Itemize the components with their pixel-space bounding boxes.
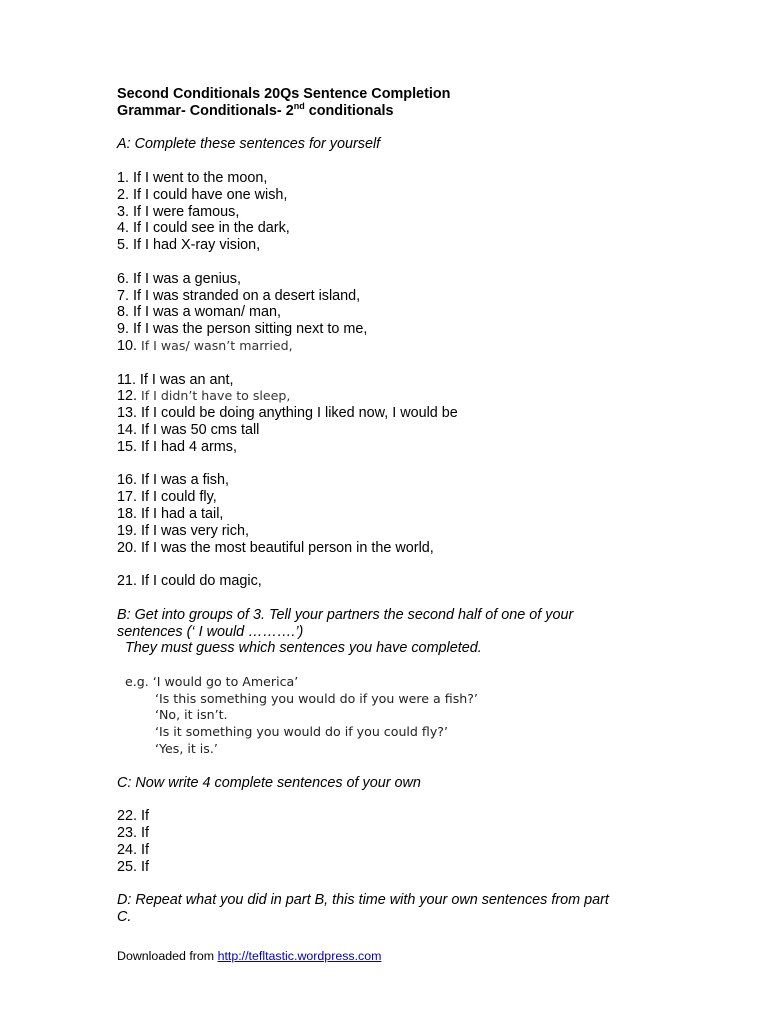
- list-item: 6. If I was a genius,: [117, 270, 241, 287]
- list-item: 25. If: [117, 858, 149, 875]
- section-d-heading-line2: C.: [117, 909, 132, 926]
- question-group-1: [117, 170, 677, 254]
- example-dialogue: [117, 674, 677, 758]
- list-item: 18. If I had a tail,: [117, 505, 224, 522]
- subtitle-superscript: nd: [293, 101, 305, 111]
- footer-link[interactable]: http://tefltastic.wordpress.com: [217, 949, 382, 963]
- list-item: 19. If I was very rich,: [117, 522, 249, 539]
- question-group-3: [117, 372, 677, 456]
- list-item: 24. If: [117, 841, 149, 858]
- example-line: ‘Yes, it is.’: [155, 741, 218, 757]
- list-item: 20. If I was the most beautiful person in the world,: [117, 539, 434, 556]
- question-group-5: [117, 573, 677, 590]
- list-item: 13. If I could be doing anything I liked now, I would be: [117, 405, 458, 422]
- section-a-heading: A: Complete these sentences for yourself: [117, 136, 381, 153]
- list-item: 16. If I was a fish,: [117, 472, 229, 489]
- list-item: 8. If I was a woman/ man,: [117, 304, 281, 321]
- example-line: ‘No, it isn’t.: [155, 707, 228, 723]
- section-b-heading-line3: They must guess which sentences you have completed.: [125, 640, 482, 657]
- worksheet-title: Second Conditionals 20Qs Sentence Completion: [117, 86, 451, 102]
- list-item: 2. If I could have one wish,: [117, 186, 288, 203]
- list-item: 7. If I was stranded on a desert island,: [117, 287, 361, 304]
- list-item: 5. If I had X-ray vision,: [117, 237, 261, 254]
- section-b-heading-line2: sentences (‘ I would ……….’): [117, 623, 304, 640]
- item-text: If I didn’t have to sleep,: [141, 388, 291, 404]
- question-group-6: [117, 808, 677, 875]
- list-item: 23. If: [117, 825, 149, 842]
- list-item: 4. If I could see in the dark,: [117, 220, 290, 237]
- list-item: 11. If I was an ant,: [117, 371, 234, 388]
- example-line: ‘Is it something you would do if you could fly?’: [155, 724, 448, 740]
- list-item: [117, 388, 677, 405]
- example-line: ‘Is this something you would do if you were a fish?’: [155, 690, 478, 706]
- section-b-heading-line1: B: Get into groups of 3. Tell your partners the second half of one of your: [117, 606, 574, 623]
- subtitle-suffix: conditionals: [304, 102, 394, 119]
- list-item: 15. If I had 4 arms,: [117, 438, 237, 455]
- list-item: 14. If I was 50 cms tall: [117, 421, 260, 438]
- footer-prefix: Downloaded from: [117, 949, 218, 963]
- section-c-heading: C: Now write 4 complete sentences of your own: [117, 774, 421, 791]
- section-d-heading-line1: D: Repeat what you did in part B, this time with your own sentences from part: [117, 892, 609, 909]
- item-text: If I was/ wasn’t married,: [141, 337, 293, 353]
- example-line: e.g. ‘I would go to America’: [125, 673, 299, 689]
- item-number: 10.: [117, 337, 142, 354]
- list-item: 21. If I could do magic,: [117, 573, 262, 590]
- subtitle-prefix: Grammar- Conditionals- 2: [117, 102, 294, 119]
- list-item: 17. If I could fly,: [117, 489, 217, 506]
- item-number: 12.: [117, 388, 142, 405]
- question-group-2: [117, 271, 677, 355]
- list-item: [117, 338, 677, 355]
- list-item: 1. If I went to the moon,: [117, 169, 268, 186]
- question-group-4: [117, 472, 677, 556]
- worksheet: [117, 86, 677, 926]
- list-item: 9. If I was the person sitting next to me,: [117, 321, 368, 338]
- worksheet-subtitle: [117, 103, 677, 120]
- list-item: 3. If I were famous,: [117, 203, 240, 220]
- footer: [117, 949, 381, 963]
- list-item: 22. If: [117, 808, 149, 825]
